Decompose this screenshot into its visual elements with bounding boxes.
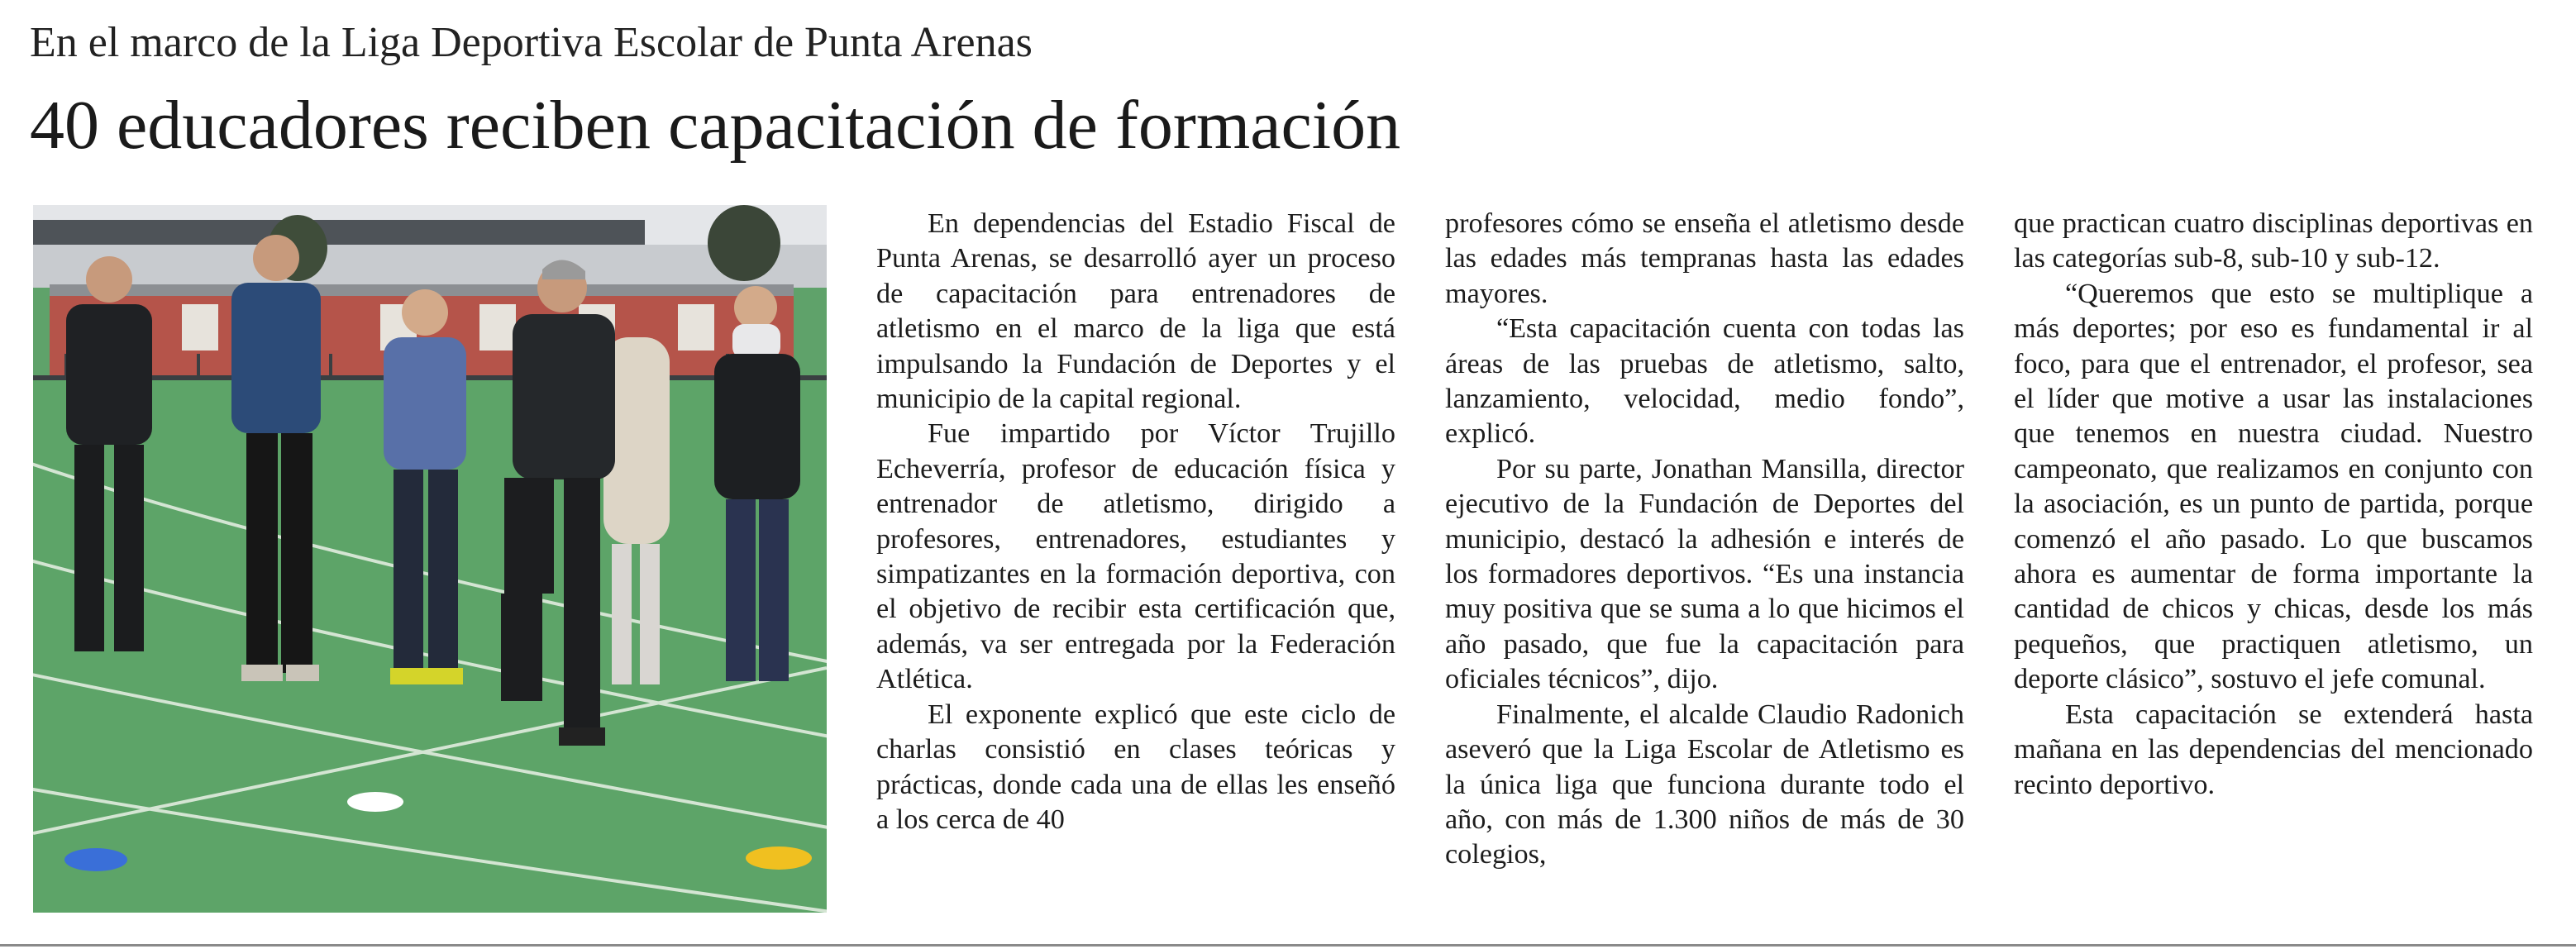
paragraph: Fue impartido por Víctor Trujillo Echeverría, profesor de educación física y entrenador de atletismo, dirigido a profesores, entrenadores, estudiantes y simpatizantes en la formación deportiva, con el objetivo de recibir esta certificación que, además, va ser entregada por la Federación Atlética.: [876, 418, 1395, 695]
bottom-divider: [0, 944, 2576, 947]
athletes-track-illustration: [33, 205, 827, 913]
paragraph: El exponente explicó que este ciclo de charlas consistió en clases teóricas y prácticas, donde cada una de ellas les enseñó a los cerca de 40: [876, 699, 1395, 835]
paragraph: Esta capacitación se extenderá hasta mañana en las dependencias del mencionado recinto deportivo.: [2014, 699, 2533, 800]
article-column-1: [876, 207, 1395, 837]
article-column-2: [1445, 207, 1964, 873]
paragraph: “Esta capacitación cuenta con todas las áreas de las pruebas de atletismo, salto, lanzamiento, velocidad, medio fondo”, explicó.: [1445, 313, 1964, 450]
paragraph-continued: profesores cómo se enseña el atletismo desde las edades más tempranas hasta las edades mayores.: [1445, 208, 1964, 309]
article-headline: 40 educadores reciben capacitación de formación: [30, 87, 1401, 164]
paragraph: En dependencias del Estadio Fiscal de Punta Arenas, se desarrolló ayer un proceso de capacitación para entrenadores de atletismo en el marco de la liga que está impulsando la Fundación de Deportes y el municipio de la capital regional.: [876, 208, 1395, 415]
paragraph-continued: que practican cuatro disciplinas deportivas en las categorías sub-8, sub-10 y sub-12.: [2014, 208, 2533, 274]
paragraph: Finalmente, el alcalde Claudio Radonich aseveró que la Liga Escolar de Atletismo es la única liga que funciona durante todo el año, con más de 1.300 niños de más de 30 colegios,: [1445, 699, 1964, 870]
article-kicker: En el marco de la Liga Deportiva Escolar de Punta Arenas: [30, 19, 1033, 66]
paragraph: Por su parte, Jonathan Mansilla, director ejecutivo de la Fundación de Deportes del municipio, destacó la adhesión e interés de los formadores deportivos. “Es una instancia muy positiva que se suma a lo que hicimos el año pasado, que fue la capacitación para oficiales técnicos”, dijo.: [1445, 453, 1964, 695]
article-column-3: [2014, 207, 2533, 803]
paragraph: “Queremos que esto se multiplique a más deportes; por eso es fundamental ir al foco, para que el entrenador, el profesor, sea el líder que motive a usar las instalaciones que tenemos en nuestra ciudad. Nuestro campeonato, que realizamos en conjunto con la asociación, es un punto de partida, porque comenzó el año pasado. Lo que buscamos ahora es aumentar de forma importante la cantidad de chicos y chicas, desde los más pequeños, que practiquen atletismo, un deporte clásico”, sostuvo el jefe comunal.: [2014, 278, 2533, 695]
article-photo: [33, 205, 827, 913]
